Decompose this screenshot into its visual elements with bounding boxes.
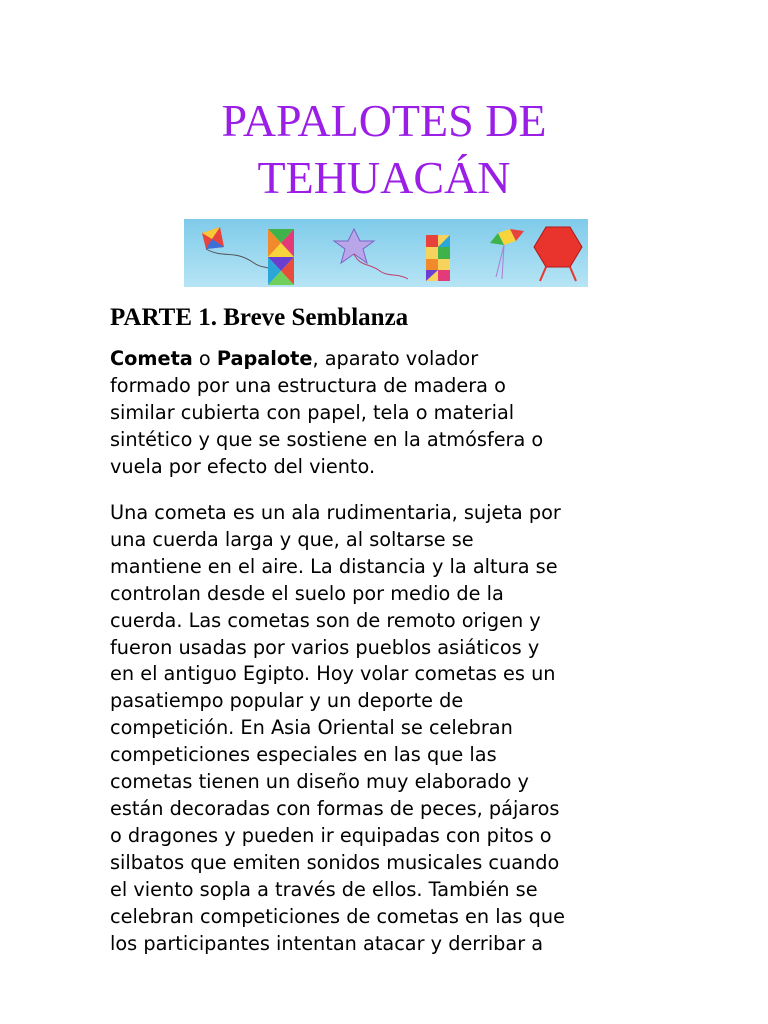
paragraph-line: vuela por efecto del viento. (110, 454, 376, 478)
paragraph-description (110, 500, 670, 957)
paragraph-line (110, 346, 670, 373)
kite-square-icon (426, 235, 450, 281)
paragraph-line: en el antiguo Egipto. Hoy volar cometas es un (110, 662, 556, 686)
paragraph-line: una cuerda larga y que, al soltarse se (110, 527, 474, 551)
paragraph-line: silbatos que emiten sonidos musicales cuando (110, 850, 560, 874)
paragraph-line: controlan desde el suelo por medio de la (110, 581, 504, 605)
title-line-1: PAPALOTES DE (221, 95, 547, 146)
title-line-2: TEHUACÁN (257, 152, 511, 203)
paragraph-line: mantiene en el aire. La distancia y la altura se (110, 554, 558, 578)
paragraph-line: similar cubierta con papel, tela o material (110, 400, 515, 424)
paragraph-line: Una cometa es un ala rudimentaria, sujeta por (110, 501, 561, 524)
term-cometa: Cometa (110, 347, 193, 370)
document-title (0, 92, 768, 206)
paragraph-line: pasatiempo popular y un deporte de (110, 689, 464, 713)
paragraph-line: el viento sopla a través de ellos. También se (110, 877, 538, 901)
paragraph-definition (110, 346, 670, 481)
paragraph-line: están decoradas con formas de peces, pájaros (110, 796, 560, 820)
line1-rest: , aparato volador (312, 347, 479, 370)
paragraph-line: cometas tienen un diseño muy elaborado y (110, 770, 529, 794)
paragraph-line: sintético y que se sostiene en la atmósfera o (110, 427, 544, 451)
paragraph-line: los participantes intentan atacar y derribar a (110, 931, 544, 955)
kite-patchwork-icon (268, 229, 294, 285)
section-heading: PARTE 1. Breve Semblanza (110, 304, 409, 331)
kites-banner-image (184, 219, 588, 287)
paragraph-line: formado por una estructura de madera o (110, 373, 506, 397)
paragraph-line: competición. En Asia Oriental se celebran (110, 716, 513, 740)
paragraph-line: competiciones especiales en las que las (110, 743, 497, 767)
paragraph-line: cuerda. Las cometas son de remoto origen y (110, 608, 541, 632)
term-papalote: Papalote (216, 347, 313, 370)
term-connector: o (192, 347, 217, 370)
paragraph-line: o dragones y pueden ir equipadas con pitos o (110, 823, 552, 847)
paragraph-line: celebran competiciones de cometas en las que (110, 904, 565, 928)
paragraph-line: fueron usadas por varios pueblos asiáticos y (110, 635, 540, 659)
